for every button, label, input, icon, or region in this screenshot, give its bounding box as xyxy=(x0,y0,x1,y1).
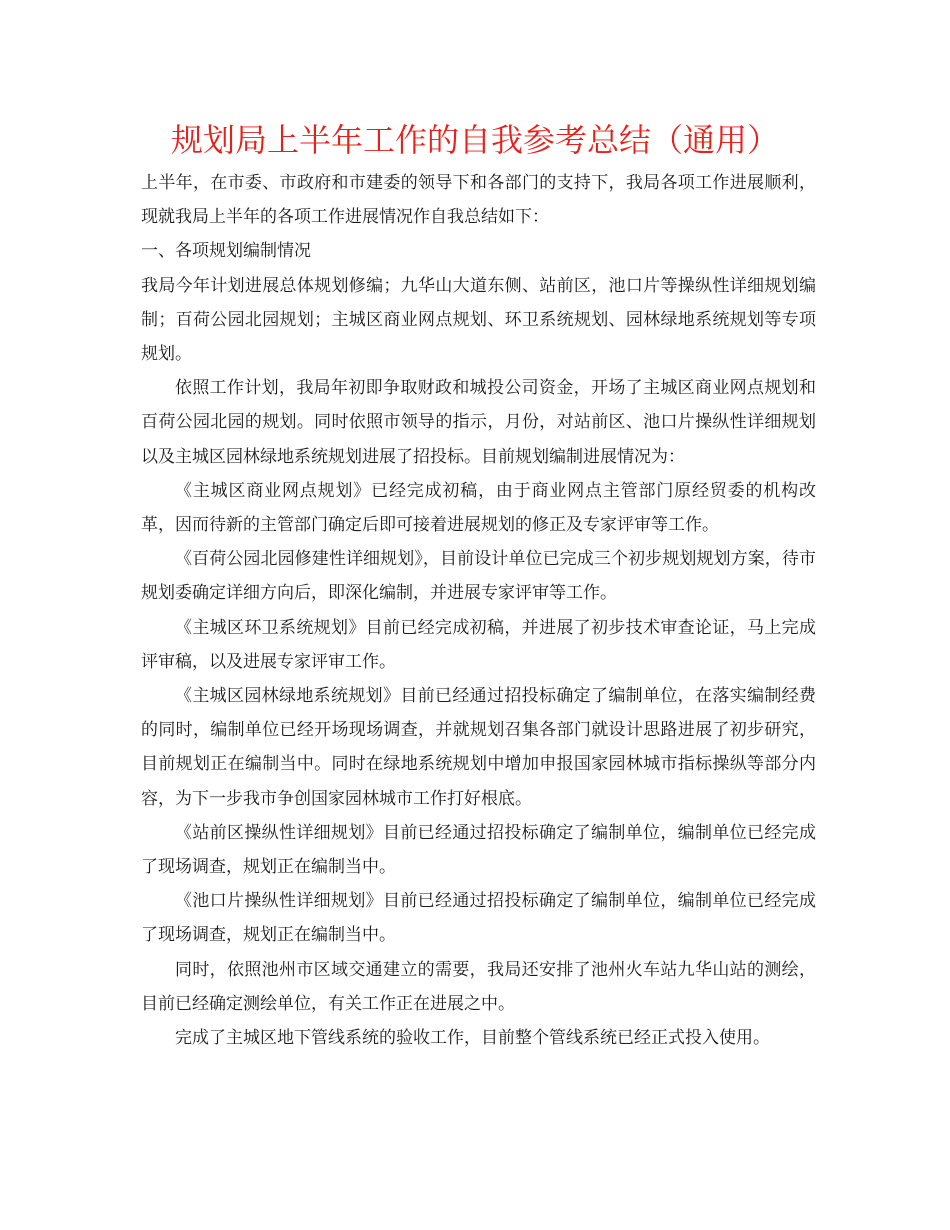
paragraph-chikou-plan: 《池口片操纵性详细规划》目前已经通过招投标确定了编制单位，编制单位已经完成了现场调查，规划正在编制当中。 xyxy=(141,891,816,946)
paragraph-station-plan: 《站前区操纵性详细规划》目前已经通过招投标确定了编制单位，编制单位已经完成了现场调查，规划正在编制当中。 xyxy=(141,822,816,878)
document-body xyxy=(141,166,816,1055)
section-heading-planning: 一、各项规划编制情况 xyxy=(141,241,311,262)
paragraph-park-plan: 《百荷公园北园修建性详细规划》，目前设计单位已完成三个初步规划规划方案，待市规划委确定详细方向后，即深化编制，并进展专家评审等工作。 xyxy=(141,549,816,604)
paragraph-intro: 上半年，在市委、市政府和市建委的领导下和各部门的支持下，我局各项工作进展顺利，现就我局上半年的各项工作进展情况作自我总结如下： xyxy=(141,173,816,228)
paragraph-work-plan: 依照工作计划，我局年初即争取财政和城投公司资金，开场了主城区商业网点规划和百荷公园北园的规划。同时依照市领导的指示，月份，对站前区、池口片操纵性详细规划以及主城区园林绿地系统规划进展了招投标。目前规划编制进展情况为： xyxy=(141,378,816,467)
document-title: 规划局上半年工作的自我参考总结（通用） xyxy=(170,121,779,159)
paragraph-survey: 同时，依照池州市区域交通建立的需要，我局还安排了池州火车站九华山站的测绘，目前已经确定测绘单位，有关工作正在进展之中。 xyxy=(141,959,816,1014)
paragraph-sanitation-plan: 《主城区环卫系统规划》目前已经完成初稿，并进展了初步技术审查论证，马上完成评审稿，以及进展专家评审工作。 xyxy=(141,617,816,672)
paragraph-commercial-plan: 《主城区商业网点规划》已经完成初稿，由于商业网点主管部门原经贸委的机构改革，因而待新的主管部门确定后即可接着进展规划的修正及专家评审等工作。 xyxy=(141,480,816,536)
paragraph-plan-list: 我局今年计划进展总体规划修编；九华山大道东侧、站前区，池口片等操纵性详细规划编制；百荷公园北园规划；主城区商业网点规划、环卫系统规划、园林绿地系统规划等专项规划。 xyxy=(141,275,816,365)
paragraph-pipeline: 完成了主城区地下管线系统的验收工作，目前整个管线系统已经正式投入使用。 xyxy=(175,1028,770,1049)
paragraph-greenspace-plan: 《主城区园林绿地系统规划》目前已经通过招投标确定了编制单位，在落实编制经费的同时，编制单位已经开场现场调查，并就规划召集各部门就设计思路进展了初步研究，目前规划正在编制当中。同时在绿地系统规划中增加申报国家园林城市指标操纵等部分内容，为下一步我市争创国家园林城市工作打好根底。 xyxy=(141,686,816,809)
